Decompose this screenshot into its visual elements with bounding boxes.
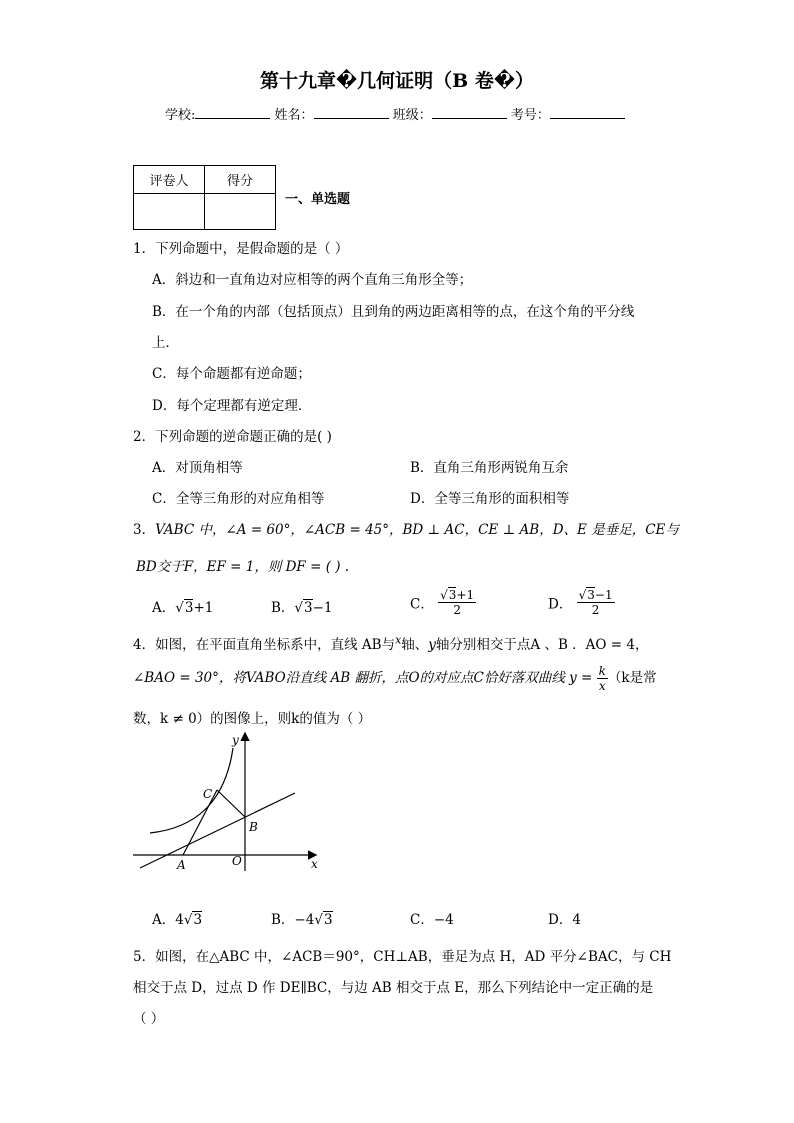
q2-stem: 2．下列命题的逆命题正确的是( ) xyxy=(133,429,332,445)
q1-stem: 1．下列命题中，是假命题的是（ ） xyxy=(133,241,349,257)
label-y: y xyxy=(232,733,239,747)
q3-c-fraction: $\frac{√3+1}{2}$ xyxy=(440,588,475,617)
q5-stem-line1: 5．如图，在△ABC 中，∠ACB＝90°，CH⊥AB，垂足为点 H，AD 平分∠BAC，与 CH xyxy=(133,949,672,965)
q3-option-b: B．√3−1 xyxy=(271,600,333,616)
score-cell[interactable] xyxy=(205,194,276,230)
school-field[interactable] xyxy=(195,105,270,119)
q4-option-d: D．4 xyxy=(548,912,581,928)
q2-option-b: B．直角三角形两锐角互余 xyxy=(410,460,569,476)
hyperbola-curve xyxy=(150,748,233,833)
q3-stem-line1 xyxy=(133,518,679,538)
q3-conditions: 中，∠A = 60°，∠ACB = 45°，BD ⊥ AC，CE ⊥ AB，D、E 是垂足，CE与 xyxy=(194,522,679,538)
class-field[interactable] xyxy=(432,105,507,119)
q5-stem-line3: （ ） xyxy=(133,1011,165,1027)
q4-k-over-x: $\frac{k}{x}$ xyxy=(598,664,606,693)
label-b: B xyxy=(249,820,258,834)
q3-d-fraction: $\frac{√3-1}{2}$ xyxy=(578,588,613,617)
class-label: 班级： xyxy=(392,108,432,123)
q4-figure xyxy=(125,728,325,873)
q4-option-c: C．−4 xyxy=(410,912,454,928)
q5-stem-line2: 相交于点 D，过点 D 作 DE∥BC，与边 AB 相交于点 E，那么下列结论中一定正确的是 xyxy=(133,980,654,996)
score-table xyxy=(133,165,276,230)
q3-option-c: C． $\frac{√3+1}{2}$ xyxy=(410,588,475,617)
label-x: x xyxy=(311,857,318,871)
q1-option-b-cont: 上． xyxy=(152,335,179,351)
name-field[interactable] xyxy=(314,105,389,119)
exam-number-field[interactable] xyxy=(550,105,625,119)
q1-option-d: D．每个定理都有逆定理． xyxy=(152,398,312,414)
school-label: 学校: xyxy=(165,108,196,123)
q3-stem-line2: BD交于F，EF = 1，则 DF = ( ) . xyxy=(136,559,350,575)
q3-number: 3． xyxy=(133,522,156,538)
q1-option-c: C．每个命题都有逆命题； xyxy=(152,366,311,382)
section-title: 一、单选题 xyxy=(285,192,351,207)
grader-cell[interactable] xyxy=(134,194,205,230)
q1-option-a: A．斜边和一直角边对应相等的两个直角三角形全等； xyxy=(152,272,473,288)
q4-stem-line1: 4．如图，在平面直角坐标系中，直线 AB与$^x$轴、y轴分别相交于点A 、B ．AO = 4， xyxy=(133,633,649,653)
student-info xyxy=(165,104,625,123)
page-title: 第十九章�几何证明（B 卷�） xyxy=(260,70,534,92)
q2-option-c: C．全等三角形的对应角相等 xyxy=(152,491,325,507)
q3-option-a: A．√3+1 xyxy=(152,600,214,616)
q3-option-d: D． $\frac{√3-1}{2}$ xyxy=(548,588,613,617)
q4-stem-line3: 数，k ≠ 0）的图像上，则k的值为（ ） xyxy=(133,711,372,727)
segment-cb xyxy=(217,790,245,817)
q1-option-b: B．在一个角的内部（包括顶点）且到角的两边距离相等的点，在这个角的平分线 xyxy=(152,304,635,320)
name-label: 姓名： xyxy=(274,108,314,123)
grader-header: 评卷人 xyxy=(134,166,205,194)
q4-stem-line2: ∠BAO = 30°，将VABO沿直线 AB 翻折，点O的对应点C恰好落双曲线 y = $\frac{k}{x}$ （k是常 xyxy=(133,664,657,693)
q3-triangle: VABC xyxy=(155,522,195,538)
label-o: O xyxy=(232,854,242,868)
score-header: 得分 xyxy=(205,166,276,194)
q2-option-a: A．对顶角相等 xyxy=(152,460,243,476)
label-a: A xyxy=(177,858,186,872)
label-c: C xyxy=(203,787,213,801)
q2-option-d: D．全等三角形的面积相等 xyxy=(410,491,570,507)
q4-option-a: A．4√3 xyxy=(152,912,203,928)
exam-number-label: 考号： xyxy=(510,108,550,123)
q4-option-b: B．−4√3 xyxy=(271,912,333,928)
